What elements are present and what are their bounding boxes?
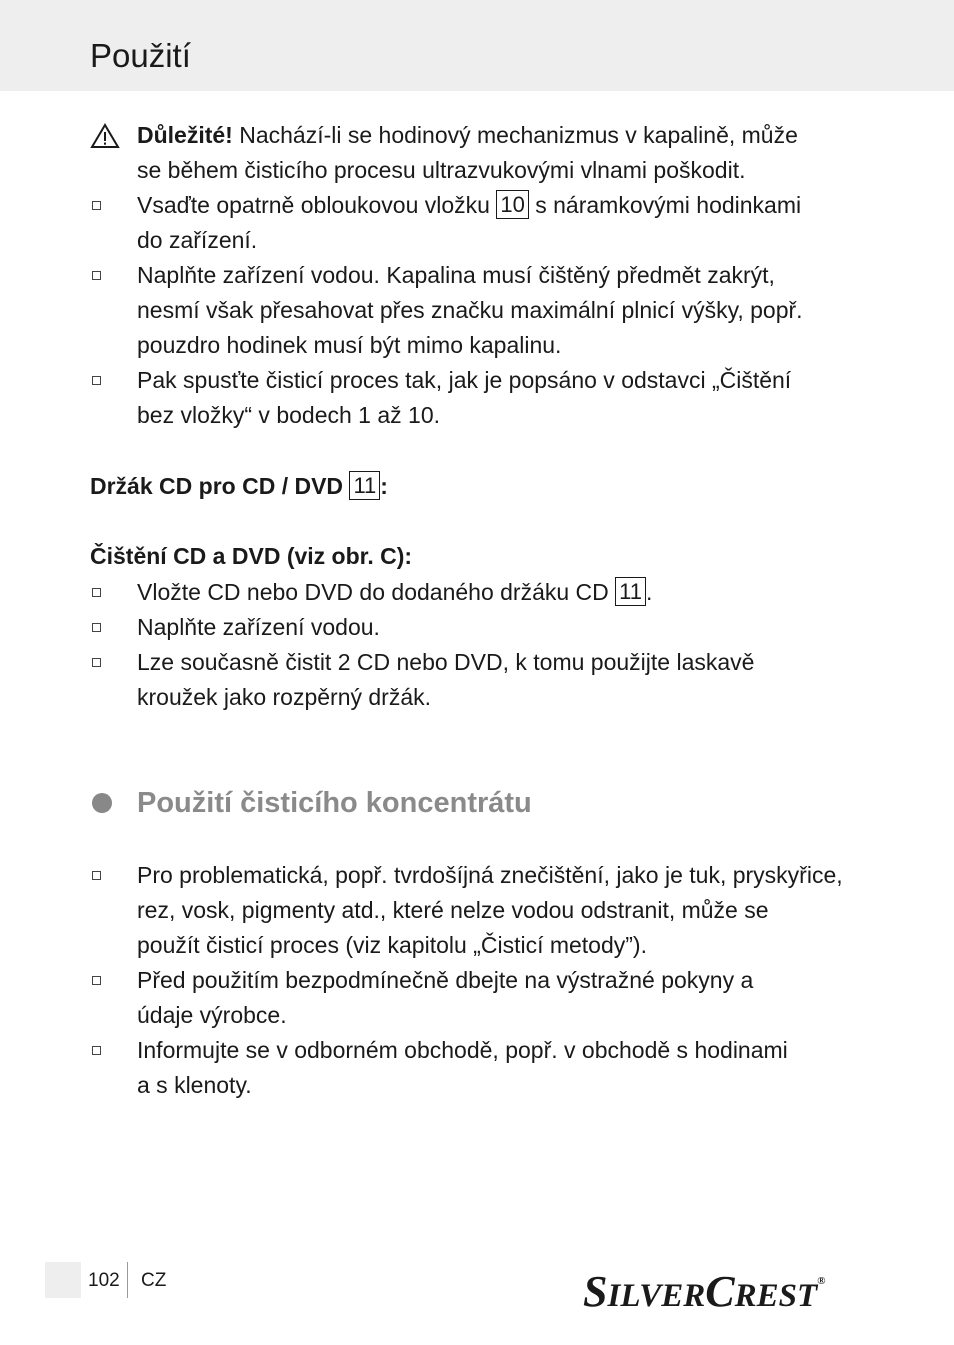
list-item-continuation: a s klenoty. [137,1072,252,1098]
list-item-continuation: údaje výrobce. [137,1002,287,1028]
concentrate-list [0,858,954,1103]
section-title: Použití čisticího koncentrátu [137,787,532,819]
page-number: 102 [88,1270,120,1291]
ref-number-11: 11 [615,577,646,606]
cd-cleaning-list [0,575,954,715]
warning-triangle-icon [90,123,120,149]
list-item-continuation: kroužek jako rozpěrný držák. [137,684,432,710]
footer-divider [127,1262,128,1298]
warning-line-1 [137,118,877,153]
ref-number-11: 11 [349,471,380,500]
list-item: Před použitím bezpodmínečně dbejte na výstražné pokyny a [137,967,754,993]
ref-number-10: 10 [496,190,528,219]
warning-label: Důležité! [137,122,233,148]
warning-text-1: Nachází-li se hodinový mechanizmus v kapalině, může [232,122,798,148]
list-item: Naplňte zařízení vodou. [137,614,380,640]
list-item: Lze současně čistit 2 CD nebo DVD, k tomu použijte laskavě [137,649,755,675]
footer-marker [45,1262,81,1298]
warning-line-2: se během čisticího procesu ultrazvukovými vlnami poškodit. [137,157,746,183]
list-item: Vložte CD nebo DVD do dodaného držáku CD 11 . [137,579,653,605]
list-item: Pak spusťte čisticí proces tak, jak je popsáno v odstavci „Čištění [137,367,792,393]
list-bullet [92,976,101,985]
list-item: Vsaďte opatrně obloukovou vložku 10 s náramkovými hodinkami [137,192,802,218]
list-bullet [92,1046,101,1055]
list-bullet [92,588,101,597]
list-item-continuation: rez, vosk, pigmenty atd., které nelze vodou odstranit, může se [137,897,769,923]
list-item: Pro problematická, popř. tvrdošíjná znečištění, jako je tuk, pryskyřice, [137,862,843,888]
list-item-continuation: do zařízení. [137,227,258,253]
list-item: Naplňte zařízení vodou. Kapalina musí čištěný předmět zakrýt, [137,262,775,288]
language-code: CZ [141,1270,167,1291]
insert-steps [0,188,954,433]
list-bullet [92,271,101,280]
cd-holder-heading: Držák CD pro CD / DVD 11 : [90,473,388,499]
list-bullet [92,201,101,210]
silvercrest-logo: SILVERCREST® [583,1267,826,1316]
list-bullet [92,623,101,632]
list-bullet [92,871,101,880]
list-item-continuation: pouzdro hodinek musí být mimo kapalinu. [137,332,562,358]
list-bullet [92,376,101,385]
section-bullet-icon [92,793,112,813]
page-title: Použití [90,37,191,74]
cd-cleaning-heading: Čištění CD a DVD (viz obr. C): [90,543,413,569]
list-item: Informujte se v odborném obchodě, popř. v obchodě s hodinami [137,1037,788,1063]
list-bullet [92,658,101,667]
list-item-continuation: nesmí však přesahovat přes značku maximální plnicí výšky, popř. [137,297,803,323]
list-item-continuation: bez vložky“ v bodech 1 až 10. [137,402,440,428]
list-item-continuation: použít čisticí proces (viz kapitolu „Čisticí metody”). [137,932,647,958]
warning-block [0,118,954,188]
